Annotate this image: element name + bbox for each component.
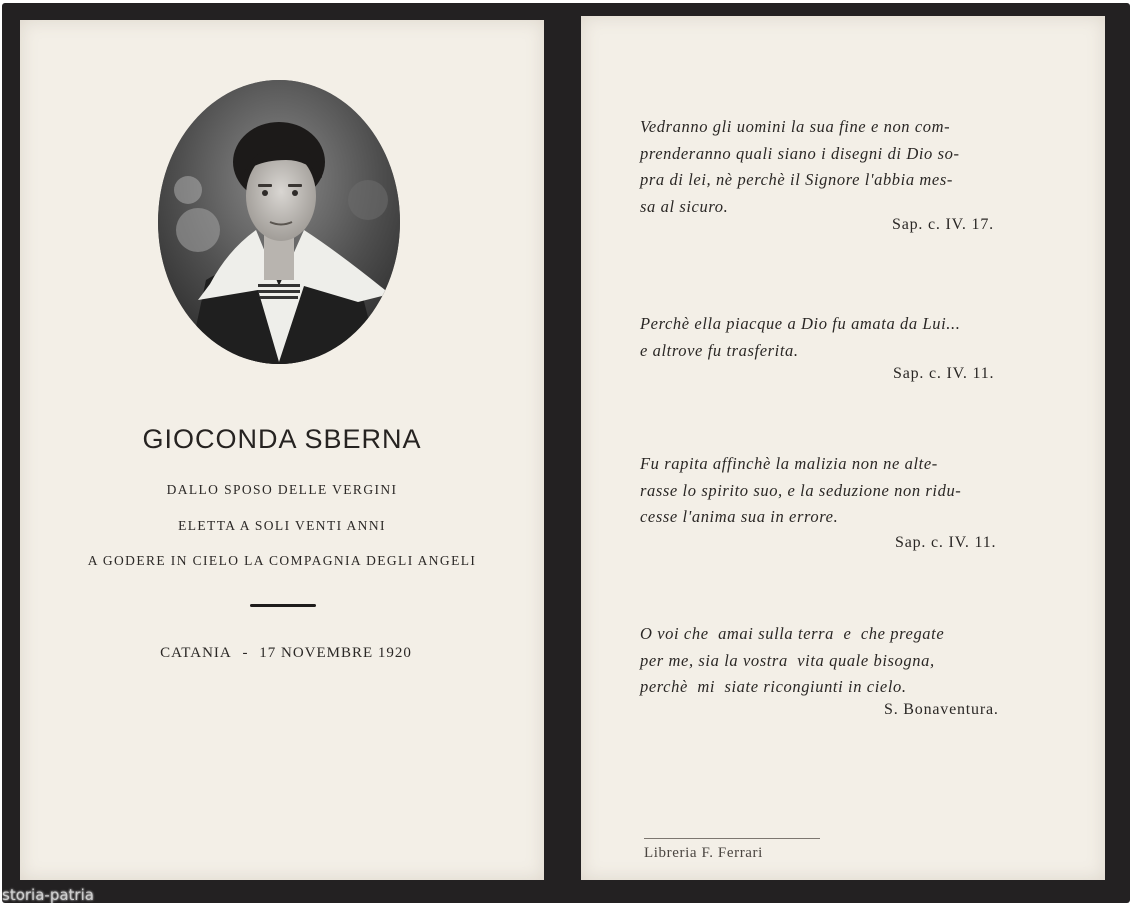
deceased-name: GIOCONDA SBERNA: [142, 424, 422, 454]
verse-1-citation: Sap. c. IV. 17.: [892, 216, 994, 233]
dedication-line-2: ELETTA A SOLI VENTI ANNI: [178, 518, 386, 533]
verse-2: Perchè ella piacque a Dio fu amata da Lui... e altrove fu trasferita.: [640, 314, 961, 360]
verse-1: Vedranno gli uomini la sua fine e non com- prenderanno quali siano i disegni di Dio so- pra di lei, nè perchè il Signore l'abbia mes- sa al sicuro.: [640, 117, 960, 216]
watermark: storia-patria: [2, 886, 94, 904]
place-and-date: [0, 645, 572, 662]
ornament-divider: [250, 604, 316, 607]
verse-2-citation: Sap. c. IV. 11.: [893, 365, 995, 382]
portrait-photo: [158, 80, 400, 364]
place: CATANIA: [160, 645, 232, 661]
dedication-line-1: DALLO SPOSO DELLE VERGINI: [166, 482, 398, 497]
date: 17 NOVEMBRE 1920: [259, 645, 412, 661]
dedication-line-3: A GODERE IN CIELO LA COMPAGNIA DEGLI ANGELI: [87, 553, 477, 568]
printer-credit: Libreria F. Ferrari: [644, 845, 763, 861]
printer-rule: [644, 838, 820, 839]
verse-4-citation: S. Bonaventura.: [884, 701, 999, 718]
verse-4: O voi che amai sulla terra e che pregate per me, sia la vostra vita quale bisogna, perchè mi siate ricongiunti in cielo.: [640, 624, 945, 696]
date-separator: -: [242, 645, 249, 661]
verse-3-citation: Sap. c. IV. 11.: [895, 534, 997, 551]
verse-3: Fu rapita affinchè la malizia non ne alte- rasse lo spirito suo, e la seduzione non ridu- cesse l'anima sua in errore.: [640, 454, 962, 526]
